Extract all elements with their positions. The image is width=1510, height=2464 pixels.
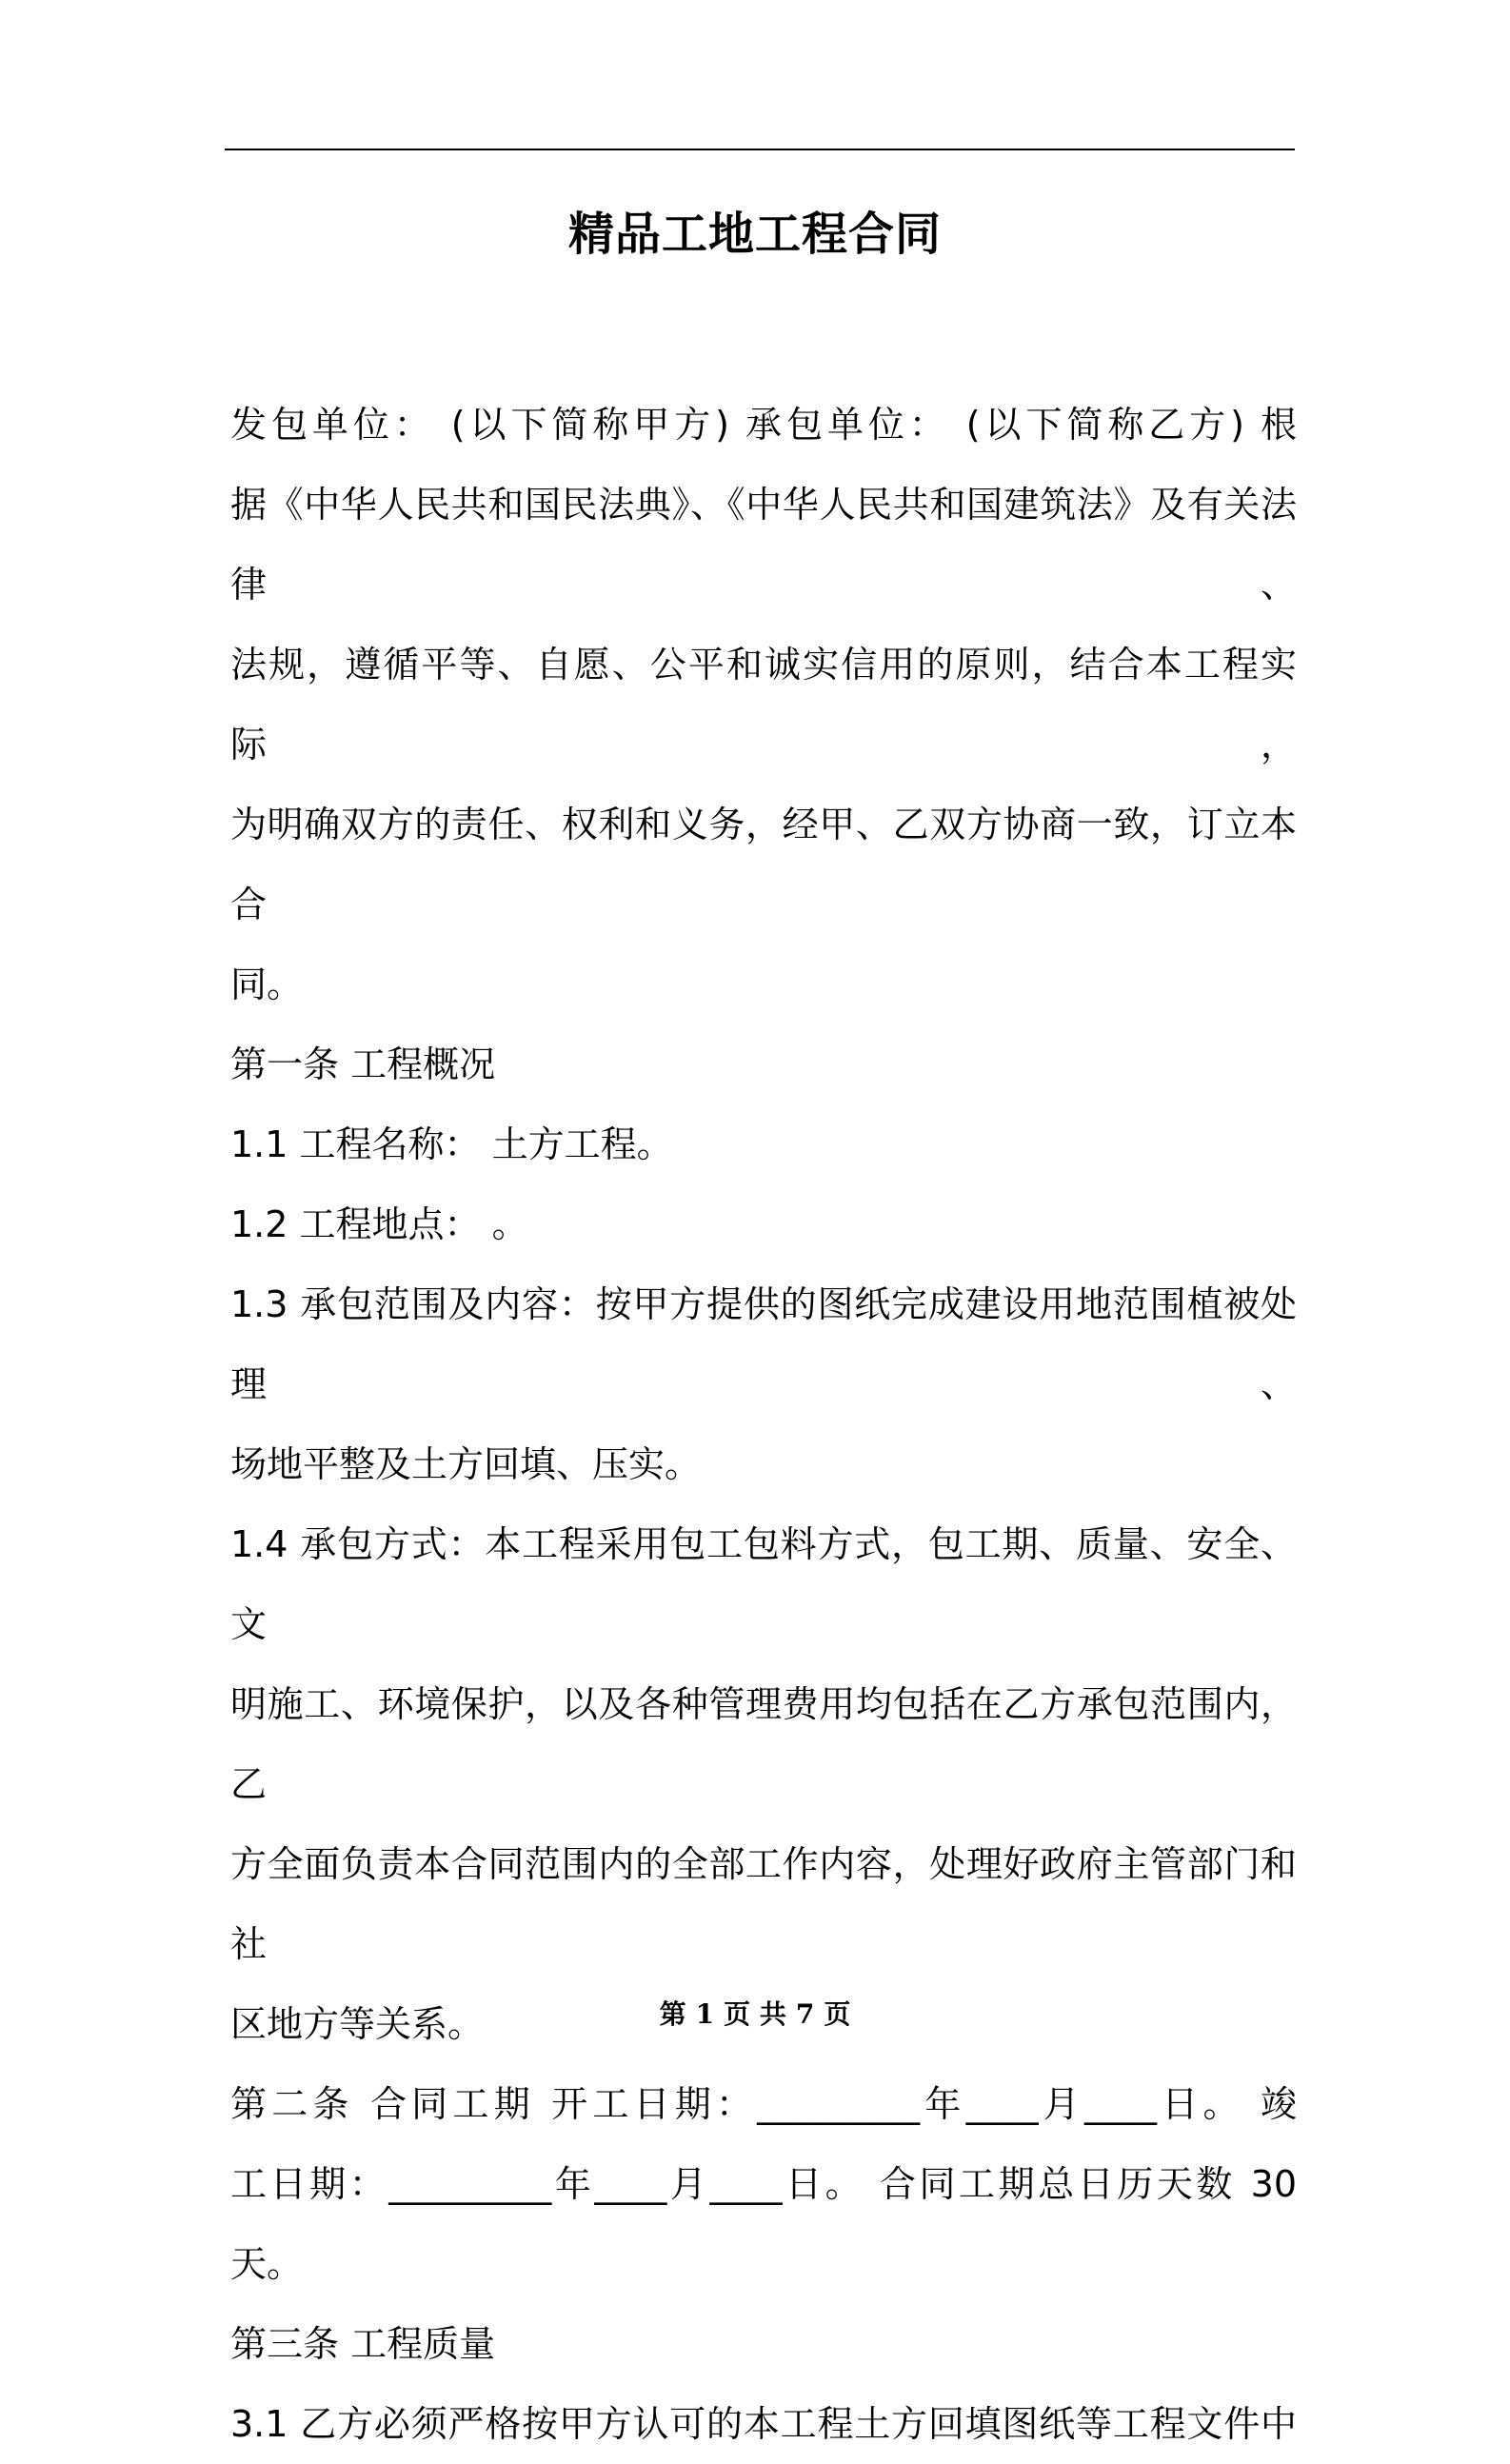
- footer-suffix: 页: [824, 1998, 851, 2030]
- body-line: 方全面负责本合同范围内的全部工作内容，处理好政府主管部门和社: [230, 1843, 1297, 1965]
- body-line: 法规，遵循平等、自愿、公平和诚实信用的原则，结合本工程实际，: [230, 644, 1297, 765]
- body-line: 发包单位： (以下简称甲方) 承包单位： (以下简称乙方) 根: [230, 404, 1297, 446]
- body-line: 同。: [230, 964, 304, 1005]
- body-line: 工日期：_________年____月____日。 合同工期总日历天数 30: [230, 2163, 1297, 2205]
- page-number: 1: [695, 1998, 715, 2030]
- footer-prefix: 第: [659, 1998, 686, 2030]
- page-footer: [0, 1996, 1510, 2034]
- document-body: [230, 385, 1297, 2464]
- body-line: 为明确双方的责任、权利和义务，经甲、乙双方协商一致，订立本合: [230, 804, 1297, 925]
- document-title: 精品工地工程合同: [567, 208, 942, 261]
- body-line: 1.1 工程名称： 土方工程。: [230, 1123, 673, 1165]
- body-line: 场地平整及土方回填、压实。: [230, 1443, 702, 1485]
- body-line: 1.3 承包范围及内容：按甲方提供的图纸完成建设用地范围植被处理、: [230, 1283, 1297, 1405]
- footer-middle: 页 共: [724, 1998, 786, 2030]
- body-line: 3.1 乙方必须严格按甲方认可的本工程土方回填图纸等工程文件中: [230, 2403, 1297, 2445]
- body-line: 1.2 工程地点： 。: [230, 1203, 528, 1245]
- section-heading: 第一条 工程概况: [230, 1043, 496, 1085]
- body-line: 明施工、环境保护，以及各种管理费用均包括在乙方承包范围内，乙: [230, 1683, 1297, 1805]
- body-line: 天。: [230, 2243, 304, 2285]
- body-line: 1.4 承包方式：本工程采用包工包料方式，包工期、质量、安全、文: [230, 1523, 1297, 1645]
- body-line: 区地方等关系。: [230, 2003, 485, 2045]
- section-heading: 第三条 工程质量: [230, 2323, 496, 2365]
- section-heading: 第二条 合同工期 开工日期：_________年____月____日。 竣: [230, 2083, 1297, 2125]
- header-rule: [225, 149, 1295, 150]
- page-total: 7: [795, 1998, 815, 2030]
- body-line: 据《中华人民共和国民法典》、《中华人民共和国建筑法》及有关法律、: [230, 484, 1297, 606]
